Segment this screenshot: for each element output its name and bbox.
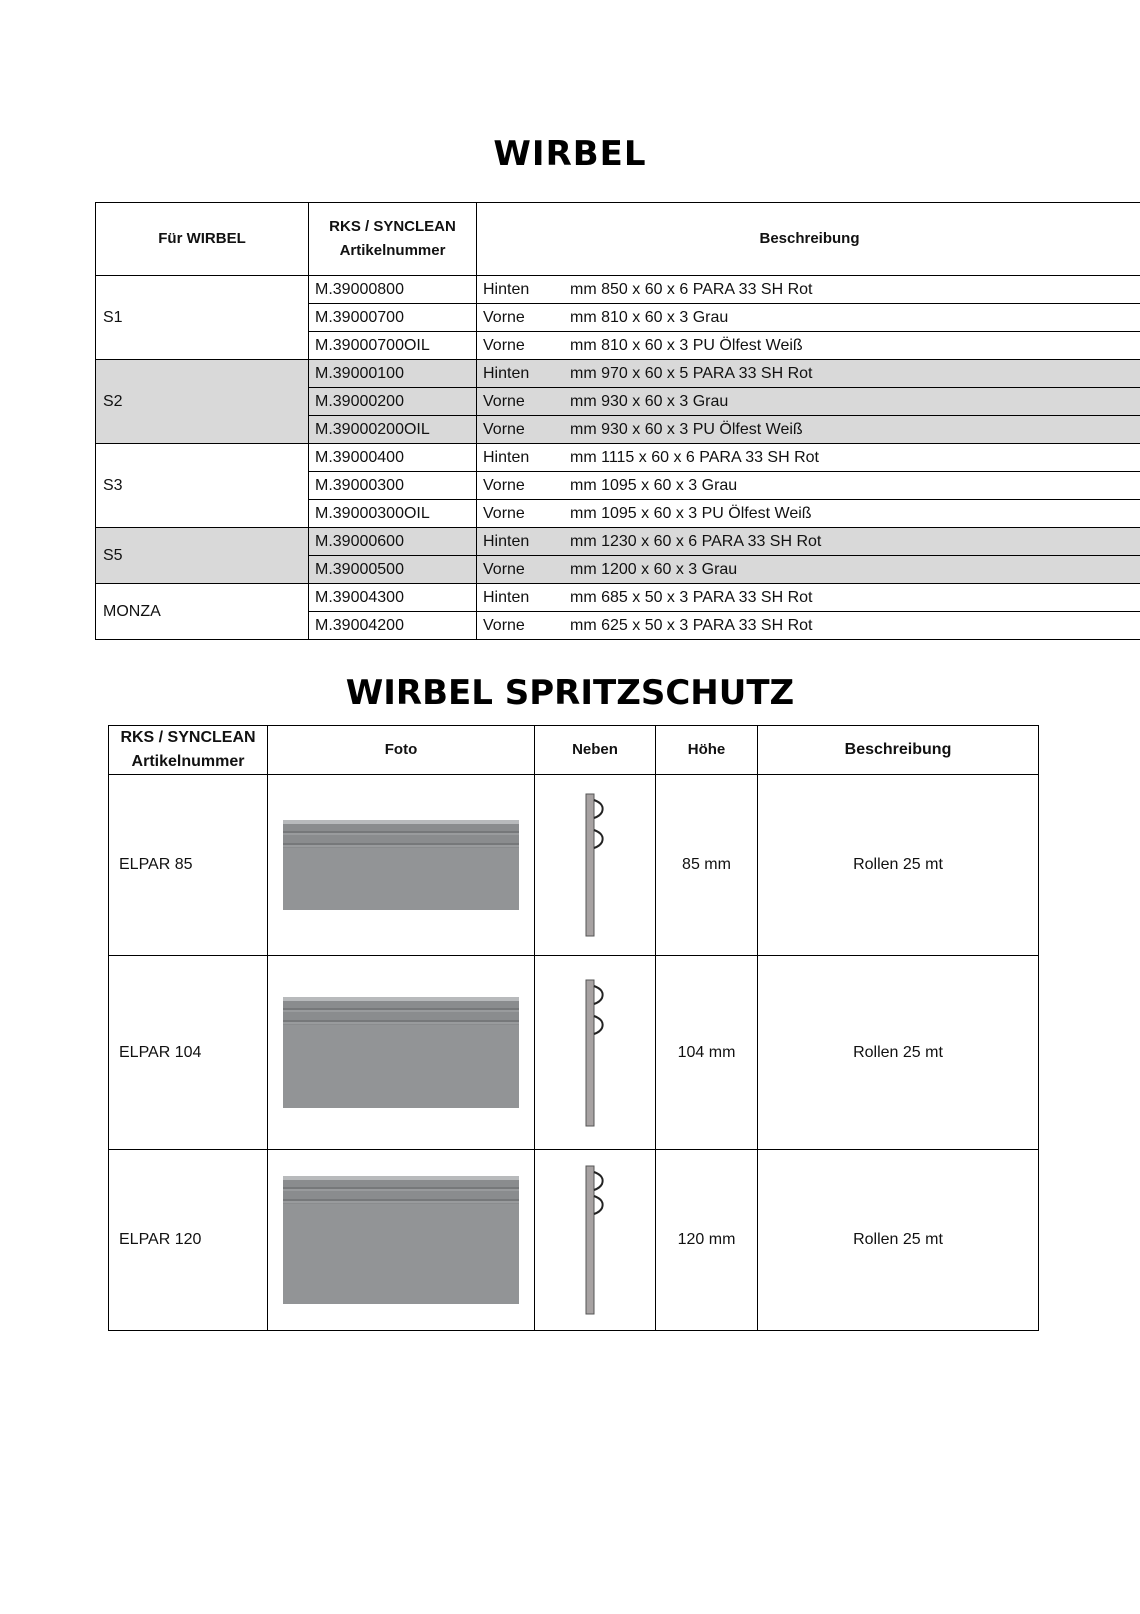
article-number: M.39000300OIL	[309, 500, 477, 528]
header-hoehe: Höhe	[656, 726, 758, 775]
description-cell	[477, 388, 1140, 416]
description-cell	[477, 416, 1140, 444]
article-number: M.39004200	[309, 612, 477, 640]
article-number: M.39000500	[309, 556, 477, 584]
group-name: S2	[96, 360, 309, 444]
position: Vorne	[483, 476, 525, 494]
wirbel-table	[95, 202, 1140, 640]
spritzschutz-table	[108, 725, 1039, 1331]
product-photo	[283, 997, 519, 1108]
group-name: S3	[96, 444, 309, 528]
description-cell	[477, 360, 1140, 388]
table-row	[96, 360, 1140, 388]
article-number: M.39000700OIL	[309, 332, 477, 360]
position: Vorne	[483, 336, 525, 354]
description-cell	[477, 276, 1140, 304]
side-profile-icon	[575, 978, 615, 1128]
photo-cell	[268, 1150, 535, 1331]
description: mm 685 x 50 x 3 PARA 33 SH Rot	[570, 588, 813, 606]
description-cell	[477, 612, 1140, 640]
description-cell	[477, 304, 1140, 332]
table-row	[109, 1150, 1039, 1331]
description-cell	[477, 472, 1140, 500]
product-name: ELPAR 85	[109, 775, 268, 956]
description-cell	[477, 556, 1140, 584]
group-name: MONZA	[96, 584, 309, 640]
position: Vorne	[483, 504, 525, 522]
side-profile-icon	[575, 1164, 615, 1316]
photo-cell	[268, 775, 535, 956]
position: Vorne	[483, 616, 525, 634]
header-artikelnummer: RKS / SYNCLEAN Artikelnummer	[109, 726, 268, 775]
description: mm 1200 x 60 x 3 Grau	[570, 560, 738, 578]
article-number: M.39000200OIL	[309, 416, 477, 444]
side-profile-cell	[535, 1150, 656, 1331]
height-value: 104 mm	[656, 956, 758, 1150]
header-foto: Foto	[268, 726, 535, 775]
description: mm 970 x 60 x 5 PARA 33 SH Rot	[570, 364, 813, 382]
product-name: ELPAR 104	[109, 956, 268, 1150]
description: mm 1095 x 60 x 3 Grau	[570, 476, 738, 494]
height-value: 85 mm	[656, 775, 758, 956]
article-number: M.39000800	[309, 276, 477, 304]
article-number: M.39004300	[309, 584, 477, 612]
description: mm 1115 x 60 x 6 PARA 33 SH Rot	[570, 448, 819, 466]
description: mm 930 x 60 x 3 PU Ölfest Weiß	[570, 420, 803, 438]
position: Hinten	[483, 588, 530, 606]
description: Rollen 25 mt	[758, 775, 1039, 956]
description: mm 625 x 50 x 3 PARA 33 SH Rot	[570, 616, 813, 634]
side-profile-cell	[535, 956, 656, 1150]
table-header	[96, 203, 1140, 276]
header-neben: Neben	[535, 726, 656, 775]
description: mm 850 x 60 x 6 PARA 33 SH Rot	[570, 280, 813, 298]
description: mm 810 x 60 x 3 PU Ölfest Weiß	[570, 336, 803, 354]
section-title: WIRBEL SPRITZSCHUTZ	[345, 673, 795, 713]
description: Rollen 25 mt	[758, 956, 1039, 1150]
description-cell	[477, 444, 1140, 472]
table-row	[109, 775, 1039, 956]
article-number: M.39000400	[309, 444, 477, 472]
table-row	[96, 528, 1140, 556]
header-fuer-wirbel: Für WIRBEL	[96, 203, 309, 276]
position: Vorne	[483, 392, 525, 410]
description: mm 810 x 60 x 3 Grau	[570, 308, 729, 326]
product-name: ELPAR 120	[109, 1150, 268, 1331]
table-row	[96, 444, 1140, 472]
table-row	[96, 584, 1140, 612]
article-number: M.39000300	[309, 472, 477, 500]
header-beschreibung: Beschreibung	[758, 726, 1039, 775]
description: Rollen 25 mt	[758, 1150, 1039, 1331]
header-artikelnummer: RKS / SYNCLEAN Artikelnummer	[309, 203, 477, 276]
description: mm 1095 x 60 x 3 PU Ölfest Weiß	[570, 504, 812, 522]
description-cell	[477, 528, 1140, 556]
position: Vorne	[483, 420, 525, 438]
table-row	[96, 276, 1140, 304]
group-name: S5	[96, 528, 309, 584]
product-photo	[283, 1176, 519, 1304]
description: mm 1230 x 60 x 6 PARA 33 SH Rot	[570, 532, 822, 550]
table-header	[109, 726, 1039, 775]
product-photo	[283, 820, 519, 910]
description-cell	[477, 584, 1140, 612]
position: Vorne	[483, 308, 525, 326]
description: mm 930 x 60 x 3 Grau	[570, 392, 729, 410]
side-profile-cell	[535, 775, 656, 956]
article-number: M.39000700	[309, 304, 477, 332]
article-number: M.39000600	[309, 528, 477, 556]
description-cell	[477, 500, 1140, 528]
article-number: M.39000200	[309, 388, 477, 416]
table-row	[109, 956, 1039, 1150]
position: Vorne	[483, 560, 525, 578]
description-cell	[477, 332, 1140, 360]
position: Hinten	[483, 448, 530, 466]
height-value: 120 mm	[656, 1150, 758, 1331]
group-name: S1	[96, 276, 309, 360]
page-title: WIRBEL	[493, 134, 647, 174]
position: Hinten	[483, 280, 530, 298]
position: Hinten	[483, 364, 530, 382]
header-beschreibung: Beschreibung	[477, 203, 1140, 276]
side-profile-icon	[575, 792, 615, 938]
article-number: M.39000100	[309, 360, 477, 388]
position: Hinten	[483, 532, 530, 550]
photo-cell	[268, 956, 535, 1150]
